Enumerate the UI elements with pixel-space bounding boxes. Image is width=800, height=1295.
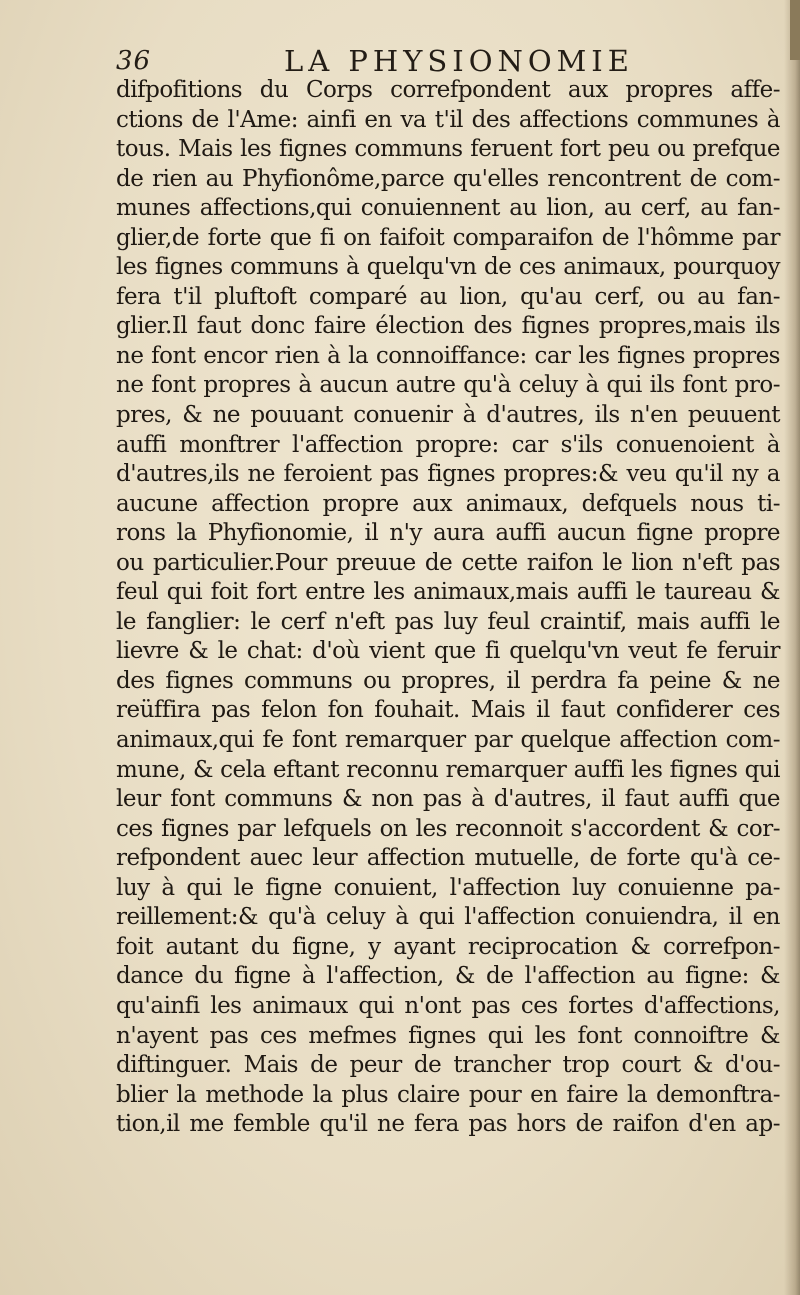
- text-line: tion,il me femble qu'il ne fera pas hors de raifon d'en ap-: [116, 1111, 780, 1138]
- text-line: foit autant du figne, y ayant reciprocation & correfpon-: [116, 933, 780, 960]
- text-line: refpondent auec leur affection mutuelle, de forte qu'à ce-: [116, 845, 780, 872]
- text-line: ces fignes par lefquels on les reconnoit s'accordent & cor-: [116, 815, 780, 842]
- text-line: de rien au Phyfionôme,parce qu'elles rencontrent de com-: [116, 165, 780, 192]
- page-corner-mark: [790, 0, 800, 60]
- page-edge-shadow: [784, 0, 800, 1295]
- text-line: reillement:& qu'à celuy à qui l'affection conuiendra, il en: [116, 904, 780, 931]
- text-line: glier,de forte que fi on faifoit comparaifon de l'hômme par: [116, 224, 780, 251]
- text-line: rons la Phyfionomie, il n'y aura auffi aucun figne propre: [116, 520, 780, 547]
- text-line: ctions de l'Ame: ainfi en va t'il des affections communes à: [116, 106, 780, 133]
- text-line: ne font encor rien à la connoiffance: car les fignes propres: [116, 342, 780, 369]
- text-line: ou particulier.Pour preuue de cette raifon le lion n'eft pas: [116, 549, 780, 576]
- text-line: blier la methode la plus claire pour en faire la demonftra-: [116, 1081, 780, 1108]
- text-line: des fignes communs ou propres, il perdra fa peine & ne: [116, 667, 780, 694]
- text-line: mune, & cela eftant reconnu remarquer auffi les fignes qui: [116, 756, 780, 783]
- text-line: le fanglier: le cerf n'eft pas luy feul craintif, mais auffi le: [116, 608, 780, 635]
- text-line: reüffira pas felon fon fouhait. Mais il faut confiderer ces: [116, 697, 780, 724]
- text-line: qu'ainfi les animaux qui n'ont pas ces fortes d'affections,: [116, 992, 780, 1019]
- text-line: lievre & le chat: d'où vient que fi quelqu'vn veut fe feruir: [116, 638, 780, 665]
- text-line: feul qui foit fort entre les animaux,mais auffi le taureau &: [116, 579, 780, 606]
- text-line: diftinguer. Mais de peur de trancher trop court & d'ou-: [116, 1052, 780, 1079]
- text-line: glier.Il faut donc faire élection des fignes propres,mais ils: [116, 313, 780, 340]
- text-line: dance du figne à l'affection, & de l'affection au figne: &: [116, 963, 780, 990]
- body-text: [116, 76, 780, 1140]
- text-line: difpofitions du Corps correfpondent aux propres affe-: [116, 77, 780, 103]
- text-line: les fignes communs à quelqu'vn de ces animaux, pourquoy: [116, 254, 780, 281]
- text-line: animaux,qui fe font remarquer par quelque affection com-: [116, 727, 780, 754]
- text-line: aucune affection propre aux animaux, defquels nous ti-: [116, 490, 780, 517]
- text-line: d'autres,ils ne feroient pas fignes propres:& veu qu'il ny a: [116, 461, 780, 488]
- text-line: pres, & ne pouuant conuenir à d'autres, ils n'en peuuent: [116, 402, 780, 429]
- text-line: ne font propres à aucun autre qu'à celuy à qui ils font pro-: [116, 372, 780, 399]
- page-number: 36: [116, 46, 152, 76]
- text-line: tous. Mais les fignes communs feruent fort peu ou prefque: [116, 136, 780, 163]
- text-line: n'ayent pas ces mefmes fignes qui les font connoiftre &: [116, 1022, 780, 1049]
- text-line: leur font communs & non pas à d'autres, il faut auffi que: [116, 786, 780, 813]
- text-line: fera t'il pluftoft comparé au lion, qu'au cerf, ou au fan-: [116, 283, 780, 310]
- running-title: LA PHYSIONOMIE: [284, 44, 634, 78]
- text-line: auffi monftrer l'affection propre: car s'ils conuenoient à: [116, 431, 780, 458]
- text-line: luy à qui le figne conuient, l'affection luy conuienne pa-: [116, 874, 780, 901]
- text-line: munes affections,qui conuiennent au lion, au cerf, au fan-: [116, 195, 780, 222]
